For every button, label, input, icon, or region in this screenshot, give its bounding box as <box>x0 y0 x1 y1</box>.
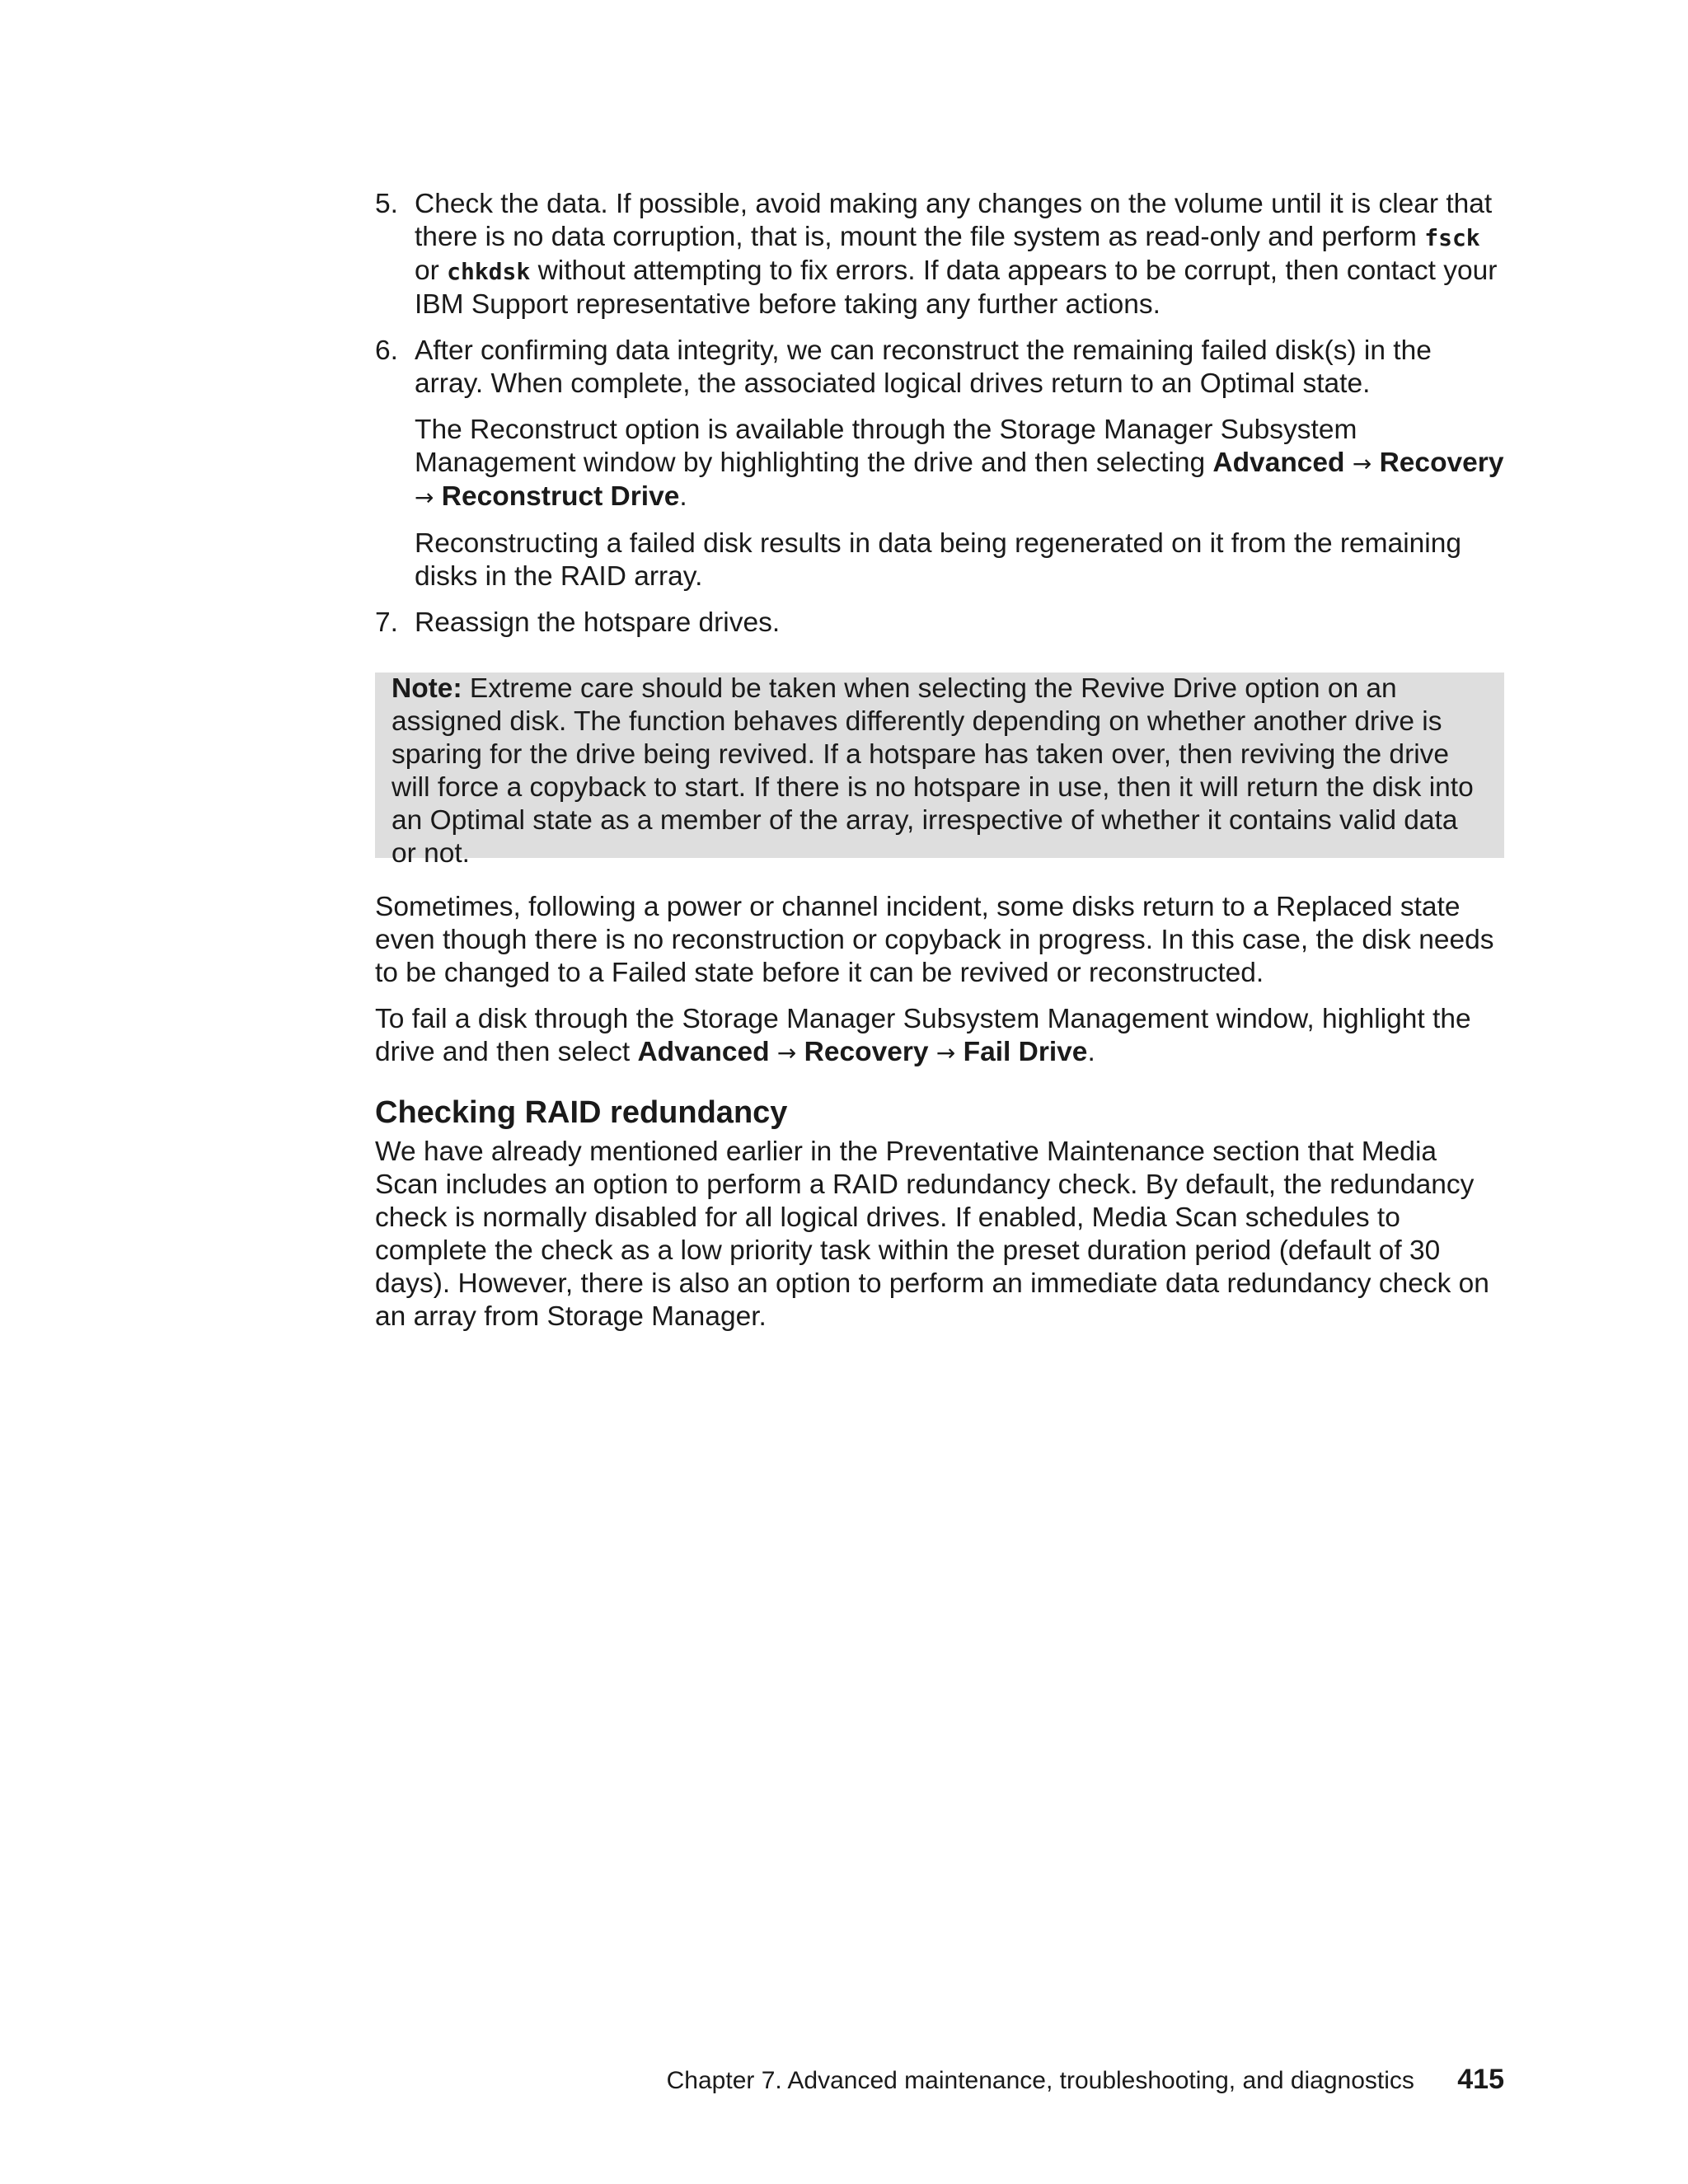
step-text: After confirming data integrity, we can reconstruct the remaining failed disk(s) in the array. When complete, the associated logical drives return to an Optimal state. <box>415 335 1432 399</box>
note-body: Extreme care should be taken when selecting the Revive Drive option on an assigned disk. The function behaves differently depending on whether another drive is sparing for the drive being revived. If a hotspare has taken over, then reviving the drive will force a copyback to start. If there is no hotspare in use, then it will return the disk into an Optimal state as a member of the array, irrespective of whether it contains valid data or not. <box>392 673 1474 869</box>
step-subparagraph: Reconstructing a failed disk results in data being regenerated on it from the remaining disks in the RAID array. <box>415 528 1461 592</box>
page-number: 415 <box>1457 2064 1504 2095</box>
arrow-right-icon: → <box>935 1039 956 1066</box>
step-number: 6. <box>375 335 398 366</box>
step-text-part: or <box>415 255 448 286</box>
menu-path-fail-drive: Fail Drive <box>963 1037 1088 1067</box>
paragraph-fail-disk <box>375 1003 1504 1070</box>
menu-path-advanced: Advanced <box>1212 448 1345 478</box>
punctuation: . <box>1087 1037 1095 1067</box>
list-item-step-6 <box>375 335 1504 593</box>
command-fsck: fsck <box>1424 224 1480 251</box>
page-footer <box>667 2064 1504 2096</box>
paragraph-replaced-state: Sometimes, following a power or channel incident, some disks return to a Replaced state even though there is no reconstruction or copyback in progress. In this case, the disk needs to be changed to a Failed state before it can be revived or reconstructed. <box>375 892 1494 988</box>
step-subparagraph <box>415 414 1504 514</box>
paragraph-text: To fail a disk through the Storage Manager Subsystem Management window, highlight the drive and then select <box>375 1004 1471 1067</box>
arrow-right-icon: → <box>415 484 434 511</box>
menu-path-recovery: Recovery <box>1379 448 1504 478</box>
step-number: 7. <box>375 607 398 638</box>
page-content <box>375 188 1504 1347</box>
step-text <box>415 188 1504 321</box>
command-chkdsk: chkdsk <box>447 258 531 285</box>
step-text: Reassign the hotspare drives. <box>415 607 781 638</box>
step-text-part: without attempting to fix errors. If data appears to be corrupt, then contact your IBM Support representative before taking any further actions. <box>415 255 1498 320</box>
note-text <box>392 673 1488 870</box>
step-number: 5. <box>375 189 398 219</box>
list-item-step-5 <box>375 188 1504 321</box>
section-heading: Checking RAID redundancy <box>375 1095 788 1130</box>
note-label: Note: <box>392 673 462 704</box>
step-text-part: Check the data. If possible, avoid making any changes on the volume until it is clear that there is no data corruption, that is, mount the file system as read-only and perform <box>415 189 1493 252</box>
menu-path-recovery: Recovery <box>804 1037 929 1067</box>
arrow-right-icon: → <box>1352 450 1372 477</box>
menu-path-advanced: Advanced <box>637 1037 770 1067</box>
footer-chapter-title: Chapter 7. Advanced maintenance, troubleshooting, and diagnostics <box>666 2067 1414 2094</box>
list-item-step-7 <box>375 607 1504 640</box>
menu-path-reconstruct-drive: Reconstruct Drive <box>441 481 680 512</box>
paragraph-raid-redundancy: We have already mentioned earlier in the Preventative Maintenance section that Media Scan includes an option to perform a RAID redundancy check. By default, the redundancy check is normally disabled for all logical drives. If enabled, Media Scan schedules to complete the check as a low priority task within the preset duration period (default of 30 days). However, there is also an option to perform an immediate data redundancy check on an array from Storage Manager. <box>375 1137 1489 1332</box>
punctuation: . <box>679 481 687 512</box>
arrow-right-icon: → <box>776 1039 797 1066</box>
step-text-part: The Reconstruct option is available through the Storage Manager Subsystem Management window by highlighting the drive and then selecting <box>415 415 1357 478</box>
note-box <box>375 673 1504 869</box>
